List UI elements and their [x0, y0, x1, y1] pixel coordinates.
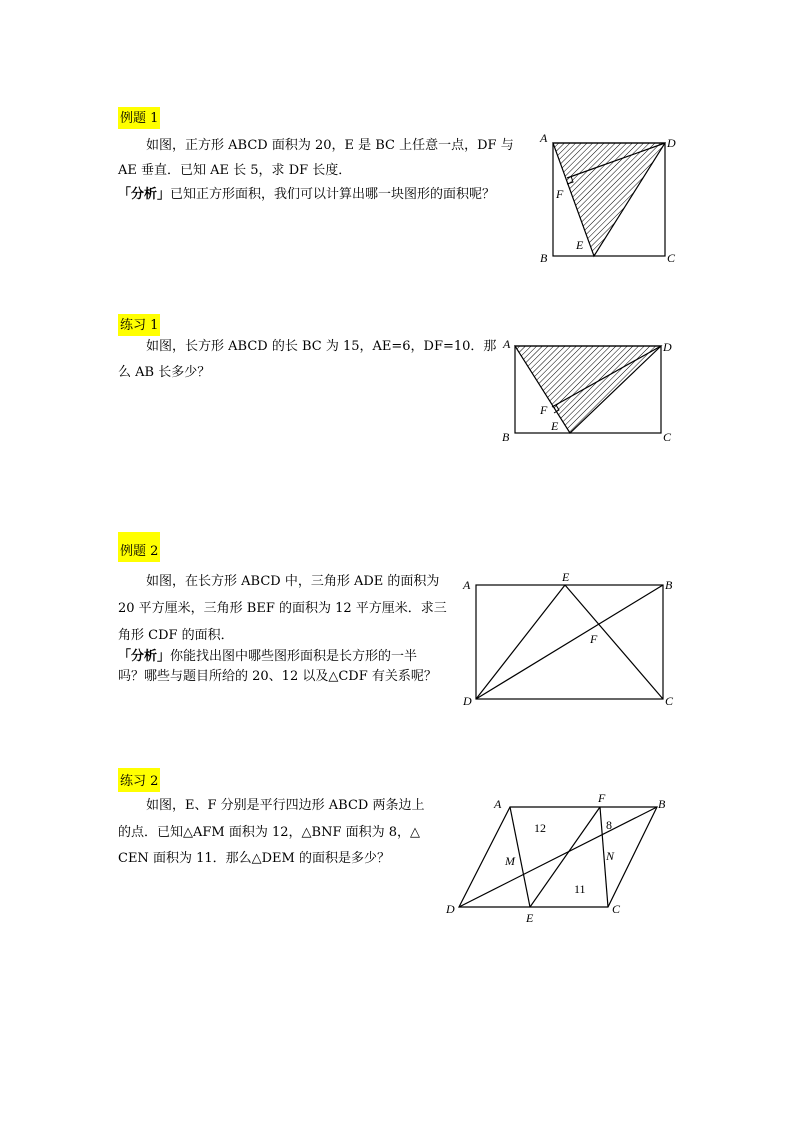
label-c: C: [663, 430, 672, 444]
practice-1-label: 练习 1: [118, 314, 160, 336]
label-d: D: [667, 136, 676, 150]
label-f: F: [598, 791, 606, 805]
example-2-text-line1: 如图，在长方形 ABCD 中，三角形 ADE 的面积为: [146, 574, 440, 589]
area-afm: 12: [534, 821, 546, 835]
practice-2-text-line3: CEN 面积为 11．那么△DEM 的面积是多少？: [118, 851, 390, 866]
analysis-text: 已知正方形面积，我们可以计算出哪一块图形的面积呢？: [170, 187, 496, 202]
label-d: D: [663, 340, 672, 354]
practice-2-text-line1: 如图，E、F 分别是平行四边形 ABCD 两条边上: [146, 798, 425, 813]
area-cen: 11: [574, 882, 586, 896]
area-bnf: 8: [606, 818, 612, 832]
analysis-text-line1: 你能找出图中哪些图形面积是长方形的一半: [170, 649, 418, 664]
label-a: A: [503, 337, 511, 351]
example-1-label: 例题 1: [118, 107, 160, 129]
label-b: B: [540, 251, 548, 265]
practice-1-text-line1: 如图，长方形 ABCD 的长 BC 为 15，AE=6，DF=10．那: [146, 339, 497, 354]
practice-2-label: 练习 2: [118, 768, 160, 792]
label-f: F: [590, 632, 598, 646]
label-n: N: [606, 849, 615, 863]
label-e: E: [526, 911, 534, 925]
label-e: E: [551, 419, 559, 433]
label-a: A: [494, 797, 502, 811]
label-c: C: [612, 902, 621, 916]
label-c: C: [665, 694, 674, 708]
analysis-tag: 「分析」: [118, 187, 171, 202]
label-f: F: [540, 403, 548, 417]
practice-1-text-line2: 么 AB 长多少？: [118, 365, 211, 380]
label-b: B: [665, 578, 673, 592]
label-d: D: [446, 902, 455, 916]
practice-2-text-line2: 的点．已知△AFM 面积为 12，△BNF 面积为 8，△: [118, 825, 421, 840]
example-1-text-line1: 如图，正方形 ABCD 面积为 20，E 是 BC 上任意一点，DF 与: [146, 138, 514, 153]
label-a: A: [540, 131, 548, 145]
example-2-analysis-line2: 吗？哪些与题目所给的 20、12 以及△CDF 有关系呢？: [118, 669, 437, 684]
example-1-text-line2: AE 垂直．已知 AE 长 5，求 DF 长度．: [118, 163, 352, 178]
label-e: E: [562, 570, 570, 584]
label-m: M: [505, 854, 515, 868]
analysis-tag: 「分析」: [118, 649, 171, 664]
label-f: F: [556, 187, 564, 201]
label-a: A: [463, 578, 471, 592]
label-b: B: [502, 430, 510, 444]
label-b: B: [658, 797, 666, 811]
example-2-text-line2: 20 平方厘米，三角形 BEF 的面积为 12 平方厘米．求三: [118, 601, 447, 616]
example-2-label: 例题 2: [118, 532, 160, 562]
label-c: C: [667, 251, 676, 265]
segment-db: [459, 807, 657, 907]
example-2-text-line3: 角形 CDF 的面积．: [118, 628, 234, 643]
label-d: D: [463, 694, 472, 708]
label-e: E: [576, 238, 584, 252]
